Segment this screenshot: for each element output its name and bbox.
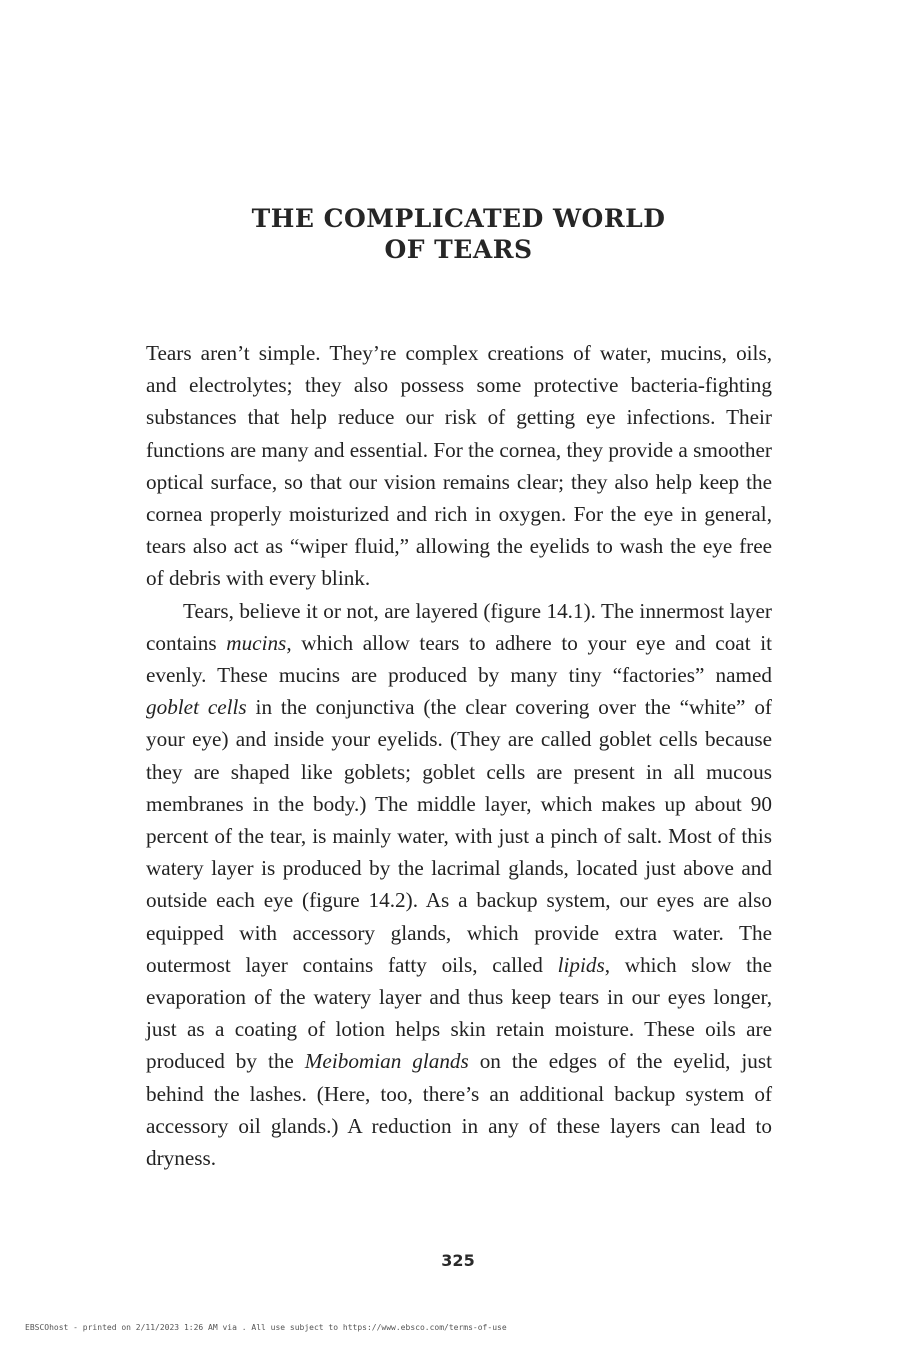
- chapter-title-line-1: THE COMPLICATED WORLD: [251, 204, 666, 233]
- chapter-title: [146, 203, 771, 265]
- paragraph-2-text: , which slow the evaporation of the watery layer and thus keep tears in our eyes longer, just as a coating of lotion helps skin retain moisture. These oils are produced by the: [146, 952, 772, 1074]
- body-text: [146, 337, 772, 1174]
- term-mucins: mucins: [226, 630, 287, 655]
- page-number: 325: [441, 1251, 475, 1270]
- paragraph-2-text: , which allow tears to adhere to your eye and coat it evenly. These mucins are produced by many tiny “factories” named: [146, 630, 773, 688]
- paragraph-2-text: Tears, believe it or not, are layered (figure 14.1). The innermost layer contains: [146, 598, 772, 655]
- paragraph-2-text: on the edges of the eyelid, just behind the lashes. (Here, too, there’s an additional backup system of accessory oil glands.) A reduction in any of these layers can lead to dryness.: [146, 1049, 772, 1171]
- paragraph-2-text: in the conjunctiva (the clear covering over the “white” of your eye) and inside your eyelids. (They are called goblet cells because they are shaped like goblets; goblet cells are present in all mucous membranes in the body.) The middle layer, which makes up about 90 percent of the tear, is mainly water, with just a pinch of salt. Most of this watery layer is produced by the lacrimal glands, located just above and outside each eye (figure 14.2). As a backup system, our eyes are also equipped with accessory glands, which provide extra water. The outermost layer contains fatty oils, called: [146, 695, 772, 977]
- term-goblet-cells: goblet cells: [146, 695, 247, 720]
- term-meibomian-glands: Meibomian glands: [304, 1049, 469, 1074]
- chapter-title-line-2: OF TEARS: [384, 235, 533, 264]
- footer-note: EBSCOhost - printed on 2/11/2023 1:26 AM via . All use subject to https://www.ebsco.com/terms-of-use: [25, 1323, 507, 1332]
- paragraph-2: [146, 595, 772, 1175]
- paragraph-1: Tears aren’t simple. They’re complex creations of water, mucins, oils, and electrolytes; they also possess some protective bacteria-fighting substances that help reduce our risk of getting eye infections. Their functions are many and essential. For the cornea, they provide a smoother optical surface, so that our vision remains clear; they also help keep the cornea properly moisturized and rich in oxygen. For the eye in general, tears also act as “wiper fluid,” allowing the eyelids to wash the eye free of debris with every blink.: [146, 341, 772, 591]
- term-lipids: lipids: [557, 952, 605, 977]
